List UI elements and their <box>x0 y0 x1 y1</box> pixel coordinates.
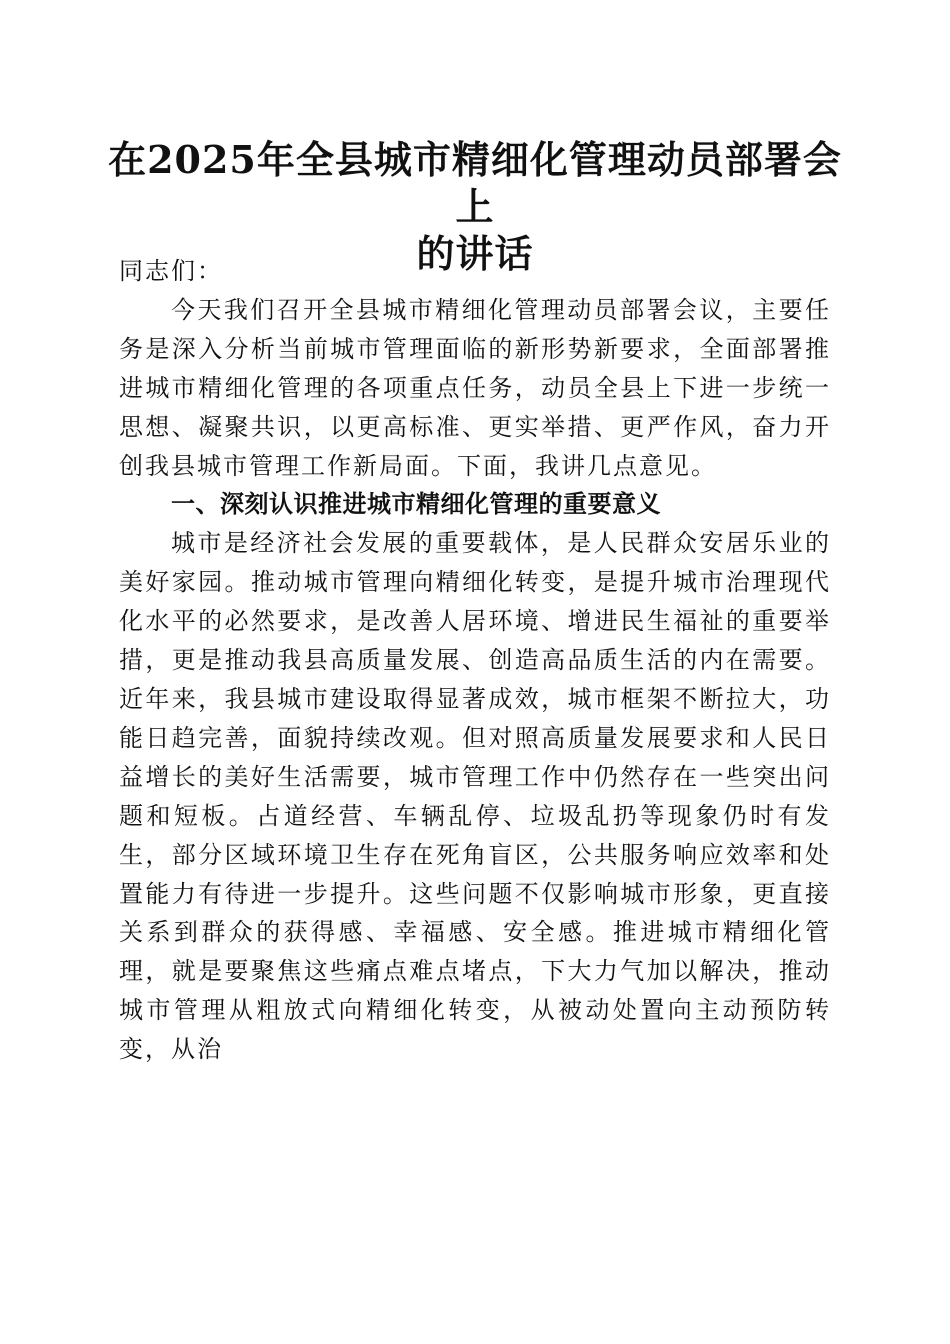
title-line-2: 的讲话 <box>416 231 534 276</box>
section-heading-1: 一、深刻认识推进城市精细化管理的重要意义 <box>171 490 661 519</box>
title-line-1: 在2025年全县城市精细化管理动员部署会上 <box>108 137 842 229</box>
salutation: 同志们： <box>119 257 223 285</box>
document-body <box>119 252 831 1069</box>
paragraph-opening: 今天我们召开全县城市精细化管理动员部署会议，主要任务是深入分析当前城市管理面临的新形势新要求，全面部署推进城市精细化管理的各项重点任务，动员全县上下进一步统一思想、凝聚共识，以更高标准、更实举措、更严作风，奋力开创我县城市管理工作新局面。下面，我讲几点意见。 <box>119 295 831 480</box>
paragraph-section-1: 城市是经济社会发展的重要载体，是人民群众安居乐业的美好家园。推动城市管理向精细化转变，是提升城市治理现代化水平的必然要求，是改善人居环境、增进民生福祉的重要举措，更是推动我县高质量发展、创造高品质生活的内在需要。近年来，我县城市建设取得显著成效，城市框架不断拉大，功能日趋完善，面貌持续改观。但对照高质量发展要求和人民日益增长的美好生活需要，城市管理工作中仍然存在一些突出问题和短板。占道经营、车辆乱停、垃圾乱扔等现象仍时有发生，部分区域环境卫生存在死角盲区，公共服务响应效率和处置能力有待进一步提升。这些问题不仅影响城市形象，更直接关系到群众的获得感、幸福感、安全感。推进城市精细化管理，就是要聚焦这些痛点难点堵点，下大力气加以解决，推动城市管理从粗放式向精细化转变，从被动处置向主动预防转变，从治 <box>119 529 831 1064</box>
